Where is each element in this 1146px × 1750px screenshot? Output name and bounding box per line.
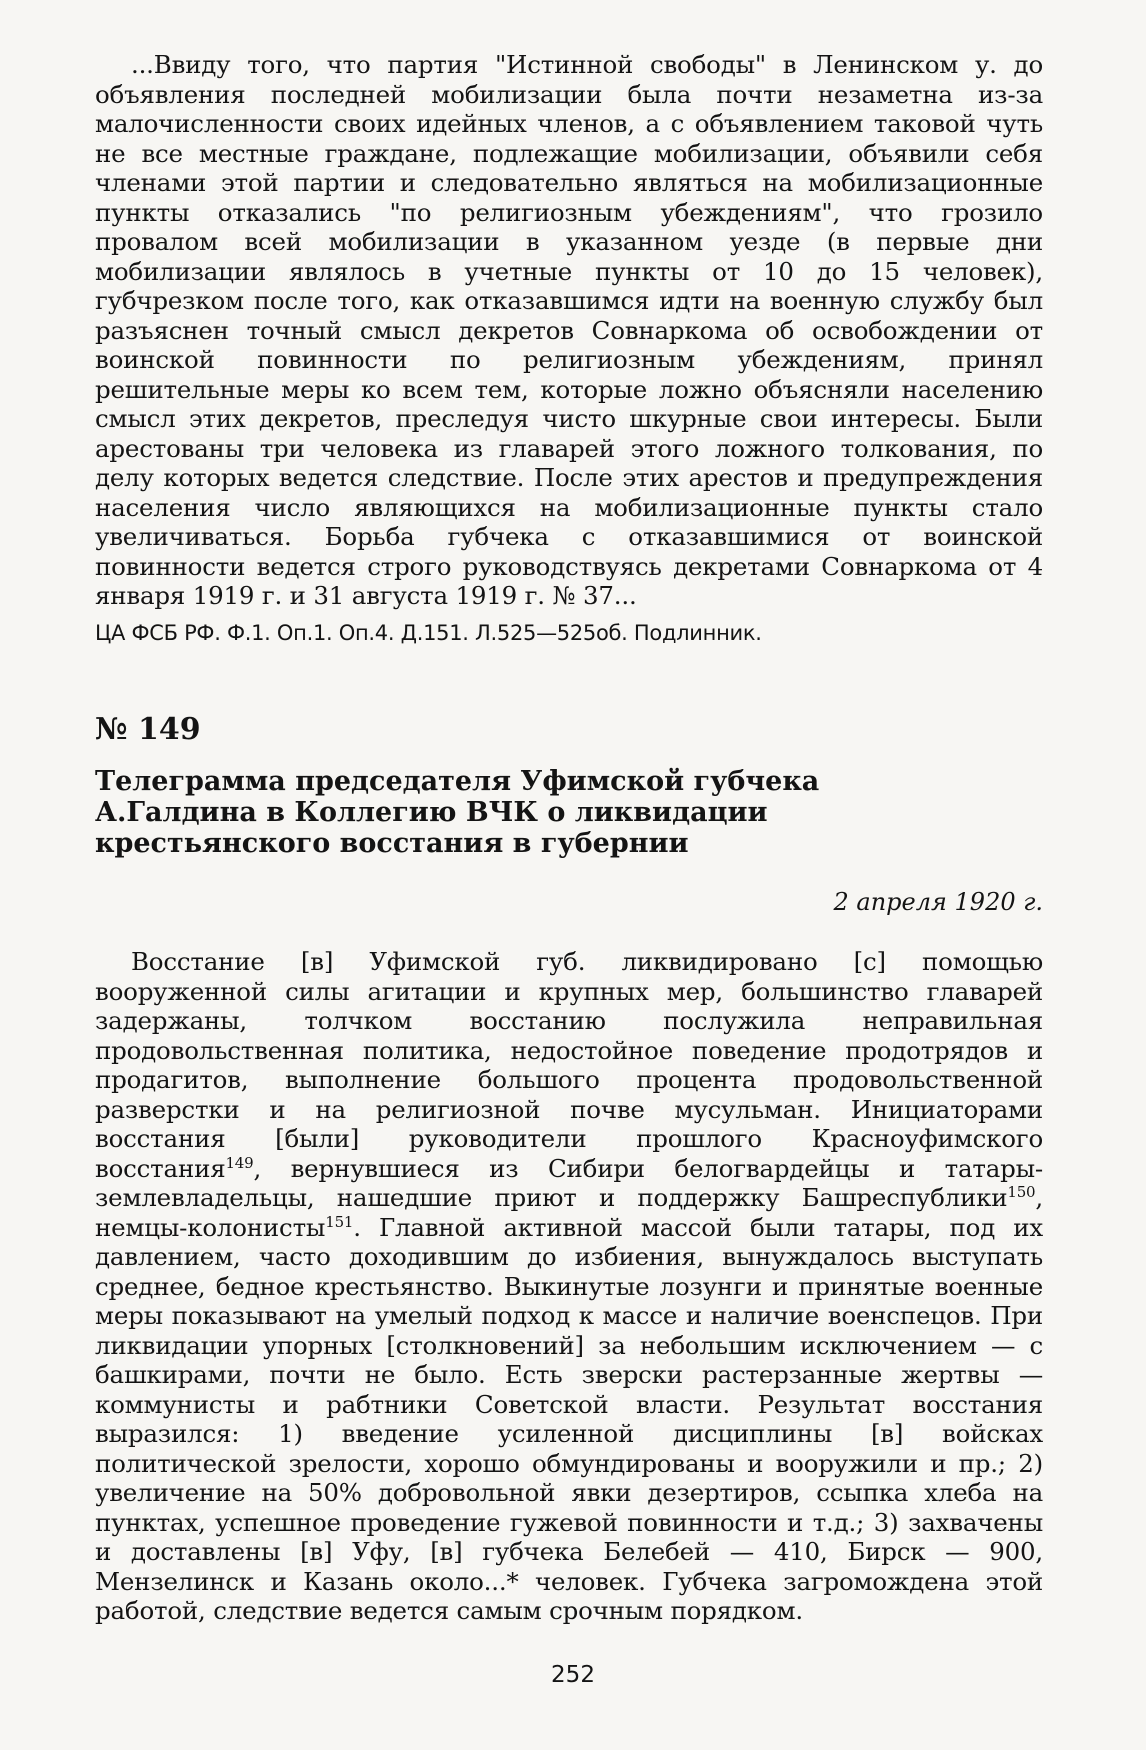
paragraph-continuation: ...Ввиду того, что партия "Истинной свободы" в Ленинском у. до объявления последней мобилизации была почти незаметна из-за малочисленности своих идейных членов, а с объявлением таковой чуть не все местные граждане, подлежащие мобилизации, объявили себя членами этой партии и следовательно являться на мобилизационные пункты отказались "по религиозным убеждениям", что грозило провалом всей мобилизации в указанном уезде (в первые дни мобилизации являлось в учетные пункты от 10 до 15 человек), губчрезком после того, как отказавшимся идти на военную службу был разъяснен точный смысл декретов Совнаркома об освобождении от воинской повинности по религиозным убеждениям, принял решительные меры ко всем тем, которые ложно объясняли населению смысл этих декретов, преследуя чисто шкурные свои интересы. Были арестованы три человека из главарей этого ложного толкования, по делу которых ведется следствие. После этих арестов и предупреждения населения число являющихся на мобилизационные пункты стало увеличиваться. Борьба губчека с отказавшимися от воинской повинности ведется строго руководствуясь декретами Совнаркома от 4 января 1919 г. и 31 августа 1919 г. № 37... (95, 50, 1043, 610)
footnote-ref-151: 151 (325, 1212, 354, 1231)
telegram-text-part-2: , вернувшиеся из Сибири белогвардейцы и татары-землевладельцы, нашедшие приют и поддержку Башреспублики (95, 1153, 1043, 1212)
footnote-ref-149: 149 (225, 1153, 254, 1172)
document-number: № 149 (95, 712, 201, 747)
document-title: Телеграмма председателя Уфимской губчека А.Галдина в Коллегию ВЧК о ликвидации крестьянского восстания в губернии (95, 766, 820, 859)
telegram-body (95, 947, 1043, 1626)
telegram-text-part-1: Восстание [в] Уфимской губ. ликвидировано [с] помощью вооруженной силы агитации и крупных мер, большинство главарей задержаны, толчком восстанию послужила неправильная продовольственная политика, недостойное поведение продотрядов и продагитов, выполнение большого процента продовольственной разверстки и на религиозной почве мусульман. Инициаторами восстания [были] руководители прошлого Красноуфимского восстания (95, 947, 1043, 1183)
telegram-text-part-4: . Главной активной массой были татары, под их давлением, часто доходившим до избиения, вынуждалось выступать среднее, бедное крестьянство. Выкинутые лозунги и принятые военные меры показывают на умелый подход к массе и наличие военспецов. При ликвидации упорных [столкновений] за небольшим исключением — с башкирами, почти не было. Есть зверски растерзанные жертвы — коммунисты и рабтники Советской власти. Результат восстания выразился: 1) введение усиленной дисциплины [в] войсках политической зрелости, хорошо обмундированы и вооружили и пр.; 2) увеличение на 50% добровольной явки дезертиров, ссыпка хлеба на пунктах, успешное проведение гужевой повинности и т.д.; 3) захвачены и доставлены [в] Уфу, [в] губчека Белебей — 410, Бирск — 900, Мензелинск и Казань около...* человек. Губчека загромождена этой работой, следствие ведется самым срочным порядком. (95, 1212, 1043, 1625)
telegram-text-part-3: , немцы-колонисты (95, 1183, 1043, 1242)
footnote-ref-150: 150 (1007, 1183, 1036, 1201)
page-number: 252 (551, 1662, 595, 1688)
archive-source-note: ЦА ФСБ РФ. Ф.1. Оп.1. Оп.4. Д.151. Л.525—525об. Подлинник. (95, 621, 762, 645)
document-date: 2 апреля 1920 г. (833, 888, 1043, 916)
